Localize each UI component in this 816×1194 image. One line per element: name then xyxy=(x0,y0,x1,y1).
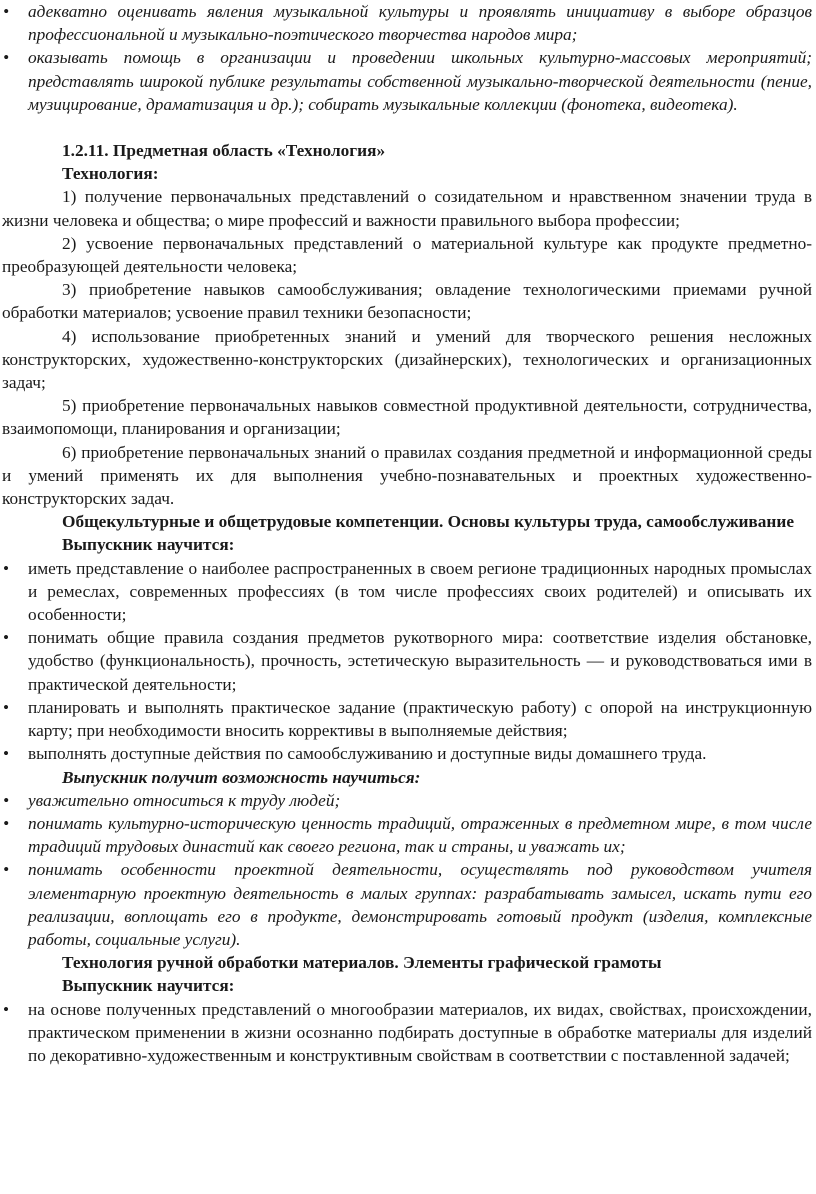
bullet-marker: • xyxy=(3,2,10,21)
bullet-text: понимать особенности проектной деятельности, осуществлять под руководством учителя элементарную проектную деятельность в малых группах: разрабатывать замысел, искать пути его реализации, воплощать его в продукте, демонстрировать готовый продукт (изделия, комплексные работы, социальные услуги). xyxy=(28,860,812,949)
document-page xyxy=(2,0,812,1067)
bullet-text: оказывать помощь в организации и проведении школьных культурно-массовых мероприятий; представлять широкой публике результаты собственной музыкально-творческой деятельности (пение, музицирование, драматизация и др.); собирать музыкальные коллекции (фонотека, видеотека). xyxy=(28,48,812,114)
list-item xyxy=(2,46,812,116)
list-item xyxy=(2,696,812,742)
bullet-marker: • xyxy=(3,558,10,578)
bullet-text: понимать культурно-историческую ценность традиций, отраженных в предметном мире, в том числе традиций трудовых династий как своего региона, так и страны, и уважать их; xyxy=(28,813,812,857)
technology-heading: Технология: xyxy=(62,164,159,184)
numbered-item: 6) приобретение первоначальных знаний о правилах создания предметной и информационной среды и умений применять их для выполнения учебно-познавательных и проектных художественно-конструкторских задач. xyxy=(2,442,812,509)
numbered-item: 5) приобретение первоначальных навыков совместной продуктивной деятельности, сотрудничества, взаимопомощи, планирования и организации; xyxy=(2,396,812,439)
list-item xyxy=(2,742,812,765)
bullet-text: на основе полученных представлений о многообразии материалов, их видах, свойствах, происхождении, практическом применении в жизни осознанно подбирать доступные в обработке материалы для изделий по декоративно-художественным и конструктивным свойствам в соответствии с поставленной задачей; xyxy=(28,999,812,1065)
competence-heading: Общекультурные и общетрудовые компетенции. Основы культуры труда, самообслуживание xyxy=(62,512,794,532)
list-item xyxy=(2,858,812,951)
bullet-text: уважительно относиться к труду людей; xyxy=(28,790,341,810)
bullet-text: понимать общие правила создания предметов рукотворного мира: соответствие изделия обстановке, удобство (функциональность), прочность, эстетическую выразительность — и руководствоваться ими в практической деятельности; xyxy=(28,628,812,694)
bullet-marker: • xyxy=(3,813,10,833)
bullet-text: выполнять доступные действия по самообслуживанию и доступные виды домашнего труда. xyxy=(28,744,707,764)
learn-heading: Выпускник научится: xyxy=(62,535,235,555)
bullet-marker: • xyxy=(3,744,10,764)
numbered-item: 3) приобретение навыков самообслуживания; овладение технологическими приемами ручной обработки материалов; усвоение правил техники безопасности; xyxy=(2,280,812,323)
materials-heading: Технология ручной обработки материалов. Элементы графической грамоты xyxy=(62,953,662,973)
learn-heading: Выпускник научится: xyxy=(62,976,235,996)
bullet-text: иметь представление о наиболее распространенных в своем регионе традиционных народных промыслах и ремеслах, современных профессиях (в том числе профессиях своих родителей) и описывать их особенности; xyxy=(28,558,812,625)
spacer xyxy=(2,116,812,139)
opportunity-heading: Выпускник получит возможность научиться: xyxy=(62,767,421,787)
list-item xyxy=(2,626,812,696)
list-item xyxy=(2,0,812,46)
bullet-marker: • xyxy=(3,628,10,648)
numbered-item: 2) усвоение первоначальных представлений о материальной культуре как продукте предметно-преобразующей деятельности человека; xyxy=(2,233,812,277)
bullet-marker: • xyxy=(3,790,10,810)
list-item xyxy=(2,812,812,858)
bullet-marker: • xyxy=(3,697,10,717)
bullet-text: адекватно оценивать явления музыкальной культуры и проявлять инициативу в выборе образцов профессиональной и музыкально-поэтического творчества народов мира; xyxy=(28,2,812,45)
numbered-item: 4) использование приобретенных знаний и умений для творческого решения несложных конструкторских, художественно-конструкторских (дизайнерских), технологических и организационных задач; xyxy=(2,326,812,393)
bullet-marker: • xyxy=(3,48,10,68)
section-title: 1.2.11. Предметная область «Технология» xyxy=(62,141,386,161)
list-item xyxy=(2,789,812,812)
numbered-item: 1) получение первоначальных представлений о созидательном и нравственном значении труда в жизни человека и общества; о мире профессий и важности правильного выбора профессии; xyxy=(2,187,812,230)
bullet-text: планировать и выполнять практическое задание (практическую работу) с опорой на инструкционную карту; при необходимости вносить коррективы в выполняемые действия; xyxy=(28,697,812,741)
list-item xyxy=(2,557,812,627)
bullet-marker: • xyxy=(3,860,10,880)
bullet-marker: • xyxy=(3,999,10,1019)
list-item xyxy=(2,998,812,1068)
